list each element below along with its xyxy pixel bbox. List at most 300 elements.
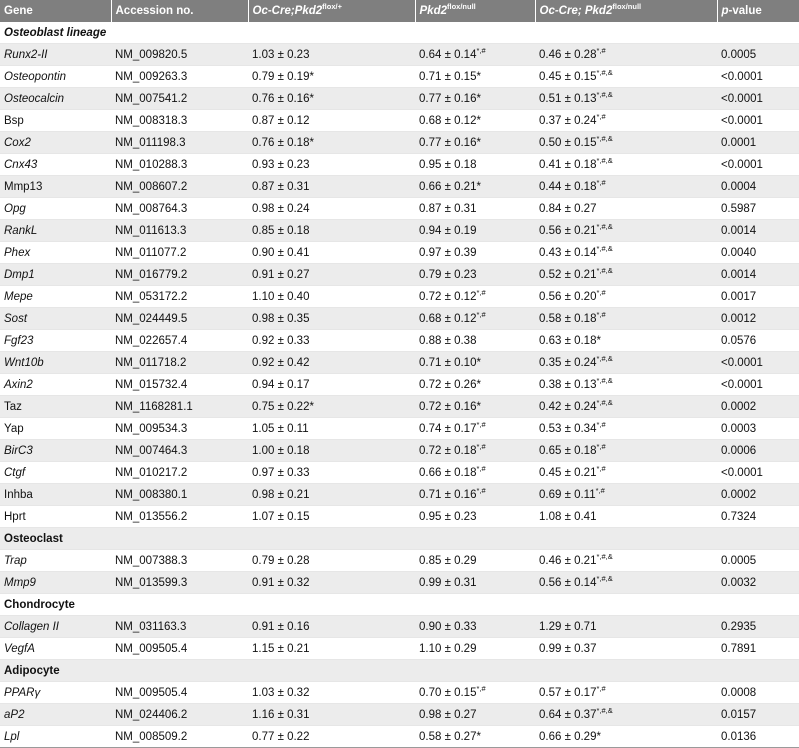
- gene-name: Hprt: [4, 510, 26, 523]
- pkd2-null-value: [415, 198, 535, 220]
- pkd2-null-value-text: 0.71 ± 0.10*: [419, 356, 481, 369]
- empty-cell: [111, 528, 248, 550]
- pkd2-null-value-text: 0.99 ± 0.31: [419, 576, 477, 589]
- gene-cell: [0, 88, 111, 110]
- gene-name: PPARγ: [4, 686, 41, 699]
- oc-cre-null-value-text: 0.44 ± 0.18: [539, 180, 597, 193]
- oc-cre-null-value: [535, 616, 717, 638]
- accession-cell: NM_011718.2: [111, 352, 248, 374]
- pkd2-null-value-text: 0.97 ± 0.39: [419, 246, 477, 259]
- accession-cell: NM_009263.3: [111, 66, 248, 88]
- oc-cre-null-value-text: 0.41 ± 0.18: [539, 158, 597, 171]
- significance-marks: *,#,&: [596, 243, 613, 253]
- significance-marks: *,#,&: [596, 353, 613, 363]
- table-row: [0, 462, 799, 484]
- oc-cre-het-value: 1.03 ± 0.32: [248, 682, 415, 704]
- oc-cre-het-value: 0.75 ± 0.22*: [248, 396, 415, 418]
- oc-cre-het-value: 1.16 ± 0.31: [248, 704, 415, 726]
- section-label: Chondrocyte: [0, 594, 111, 616]
- empty-cell: [535, 660, 717, 682]
- significance-marks: *,#: [596, 463, 606, 473]
- gene-name: Runx2-II: [4, 48, 48, 61]
- oc-cre-null-value-text: 0.50 ± 0.15: [539, 136, 597, 149]
- header-col5-sup: flox/null: [612, 2, 642, 11]
- gene-name: Ctgf: [4, 466, 26, 479]
- accession-cell: NM_011077.2: [111, 242, 248, 264]
- gene-name: Cox2: [4, 136, 31, 149]
- oc-cre-null-value-text: 0.57 ± 0.17: [539, 686, 597, 699]
- accession-cell: NM_007464.3: [111, 440, 248, 462]
- gene-name: VegfA: [4, 642, 35, 655]
- pkd2-null-value: [415, 154, 535, 176]
- oc-cre-null-value: [535, 550, 717, 572]
- section-row: [0, 22, 799, 44]
- oc-cre-null-value-text: 0.69 ± 0.11: [539, 488, 596, 501]
- header-gene: Gene: [0, 0, 111, 22]
- pkd2-null-value-text: 0.66 ± 0.18: [419, 466, 477, 479]
- oc-cre-null-value-text: 0.53 ± 0.34: [539, 422, 597, 435]
- pkd2-null-value-text: 0.70 ± 0.15: [419, 686, 477, 699]
- oc-cre-het-value: 1.00 ± 0.18: [248, 440, 415, 462]
- section-row: [0, 660, 799, 682]
- gene-name: Taz: [4, 400, 22, 413]
- pkd2-null-value: [415, 374, 535, 396]
- gene-name: Bsp: [4, 114, 24, 127]
- pkd2-null-value: [415, 330, 535, 352]
- header-accession: Accession no.: [111, 0, 248, 22]
- oc-cre-het-value: 0.93 ± 0.23: [248, 154, 415, 176]
- gene-cell: [0, 198, 111, 220]
- pkd2-null-value-text: 0.85 ± 0.29: [419, 554, 477, 567]
- pkd2-null-value: [415, 572, 535, 594]
- empty-cell: [535, 528, 717, 550]
- pkd2-null-value-text: 0.72 ± 0.12: [419, 290, 477, 303]
- gene-name: Inhba: [4, 488, 33, 501]
- oc-cre-null-value: [535, 308, 717, 330]
- pkd2-null-value-text: 0.74 ± 0.17: [419, 422, 477, 435]
- p-value-cell: 0.0006: [717, 440, 799, 462]
- oc-cre-null-value-text: 0.51 ± 0.13: [539, 92, 597, 105]
- accession-cell: NM_009505.4: [111, 638, 248, 660]
- oc-cre-null-value-text: 0.46 ± 0.21: [539, 554, 597, 567]
- gene-name: Axin2: [4, 378, 33, 391]
- pkd2-null-value: [415, 242, 535, 264]
- gene-cell: [0, 110, 111, 132]
- section-label: Osteoclast: [0, 528, 111, 550]
- gene-cell: [0, 176, 111, 198]
- significance-marks: *,#: [596, 111, 606, 121]
- oc-cre-het-value: 0.90 ± 0.41: [248, 242, 415, 264]
- significance-marks: *,#: [596, 441, 606, 451]
- empty-cell: [535, 594, 717, 616]
- oc-cre-het-value: 0.79 ± 0.19*: [248, 66, 415, 88]
- table-row: [0, 286, 799, 308]
- table-row: [0, 638, 799, 660]
- gene-name: Yap: [4, 422, 24, 435]
- header-pkd2-flox-null: [415, 0, 535, 22]
- pkd2-null-value-text: 0.79 ± 0.23: [419, 268, 477, 281]
- pkd2-null-value: [415, 418, 535, 440]
- significance-marks: *,#: [476, 485, 486, 495]
- accession-cell: NM_016779.2: [111, 264, 248, 286]
- pkd2-null-value: [415, 550, 535, 572]
- oc-cre-null-value: [535, 330, 717, 352]
- section-label: Adipocyte: [0, 660, 111, 682]
- oc-cre-null-value-text: 1.29 ± 0.71: [539, 620, 597, 633]
- pkd2-null-value: [415, 484, 535, 506]
- table-row: [0, 132, 799, 154]
- p-value-cell: 0.0136: [717, 726, 799, 748]
- pkd2-null-value: [415, 286, 535, 308]
- oc-cre-het-value: 0.91 ± 0.16: [248, 616, 415, 638]
- oc-cre-het-value: 0.92 ± 0.42: [248, 352, 415, 374]
- pkd2-null-value: [415, 220, 535, 242]
- gene-name: aP2: [4, 708, 25, 721]
- pkd2-null-value-text: 0.72 ± 0.16*: [419, 400, 481, 413]
- accession-cell: NM_008509.2: [111, 726, 248, 748]
- pkd2-null-value: [415, 264, 535, 286]
- p-value-cell: 0.0005: [717, 44, 799, 66]
- oc-cre-het-value: 1.15 ± 0.21: [248, 638, 415, 660]
- oc-cre-null-value-text: 0.99 ± 0.37: [539, 642, 597, 655]
- p-value-cell: <0.0001: [717, 462, 799, 484]
- table-row: [0, 220, 799, 242]
- oc-cre-null-value-text: 0.56 ± 0.20: [539, 290, 597, 303]
- empty-cell: [111, 22, 248, 44]
- table-row: [0, 66, 799, 88]
- accession-cell: NM_009505.4: [111, 682, 248, 704]
- header-pvalue-italic: p: [721, 5, 729, 17]
- section-row: [0, 528, 799, 550]
- gene-cell: [0, 44, 111, 66]
- accession-cell: NM_009820.5: [111, 44, 248, 66]
- p-value-cell: 0.0005: [717, 550, 799, 572]
- oc-cre-null-value-text: 0.84 ± 0.27: [539, 202, 597, 215]
- gene-name: BirC3: [4, 444, 33, 457]
- header-oc-cre-pkd2-flox-null: [535, 0, 717, 22]
- table-row: [0, 198, 799, 220]
- gene-cell: [0, 506, 111, 528]
- oc-cre-het-value: 0.91 ± 0.32: [248, 572, 415, 594]
- p-value-cell: 0.2935: [717, 616, 799, 638]
- oc-cre-null-value: [535, 264, 717, 286]
- oc-cre-null-value-text: 0.56 ± 0.21: [539, 224, 597, 237]
- significance-marks: *,#,&: [596, 397, 613, 407]
- accession-cell: NM_011198.3: [111, 132, 248, 154]
- empty-cell: [717, 660, 799, 682]
- oc-cre-null-value-text: 0.63 ± 0.18*: [539, 334, 601, 347]
- accession-cell: NM_007388.3: [111, 550, 248, 572]
- oc-cre-het-value: 0.87 ± 0.31: [248, 176, 415, 198]
- pkd2-null-value-text: 1.10 ± 0.29: [419, 642, 477, 655]
- oc-cre-null-value: [535, 704, 717, 726]
- p-value-cell: 0.7891: [717, 638, 799, 660]
- oc-cre-het-value: 0.91 ± 0.27: [248, 264, 415, 286]
- oc-cre-het-value: 1.05 ± 0.11: [248, 418, 415, 440]
- oc-cre-het-value: 0.76 ± 0.16*: [248, 88, 415, 110]
- accession-cell: NM_013599.3: [111, 572, 248, 594]
- oc-cre-null-value: [535, 726, 717, 748]
- significance-marks: *,#: [476, 441, 486, 451]
- table-row: [0, 726, 799, 748]
- header-pvalue-rest: -value: [728, 5, 762, 17]
- pkd2-null-value: [415, 110, 535, 132]
- gene-cell: [0, 220, 111, 242]
- oc-cre-het-value: 0.94 ± 0.17: [248, 374, 415, 396]
- gene-name: Wnt10b: [4, 356, 44, 369]
- oc-cre-het-value: 0.97 ± 0.33: [248, 462, 415, 484]
- empty-cell: [111, 594, 248, 616]
- oc-cre-null-value: [535, 682, 717, 704]
- oc-cre-null-value: [535, 506, 717, 528]
- pkd2-null-value: [415, 462, 535, 484]
- pkd2-null-value-text: 0.98 ± 0.27: [419, 708, 477, 721]
- significance-marks: *,#,&: [596, 265, 613, 275]
- gene-cell: [0, 572, 111, 594]
- significance-marks: *,#: [476, 287, 486, 297]
- gene-cell: [0, 550, 111, 572]
- significance-marks: *,#: [476, 683, 486, 693]
- oc-cre-null-value: [535, 242, 717, 264]
- significance-marks: *,#: [596, 177, 606, 187]
- gene-cell: [0, 484, 111, 506]
- oc-cre-null-value-text: 0.45 ± 0.21: [539, 466, 597, 479]
- accession-cell: NM_022657.4: [111, 330, 248, 352]
- gene-name: Mmp13: [4, 180, 43, 193]
- oc-cre-null-value: [535, 396, 717, 418]
- table-row: [0, 176, 799, 198]
- empty-cell: [415, 528, 535, 550]
- pkd2-null-value-text: 0.68 ± 0.12*: [419, 114, 481, 127]
- gene-cell: [0, 308, 111, 330]
- pkd2-null-value: [415, 638, 535, 660]
- table-row: [0, 44, 799, 66]
- empty-cell: [248, 528, 415, 550]
- accession-cell: NM_008764.3: [111, 198, 248, 220]
- pkd2-null-value: [415, 88, 535, 110]
- header-col4-sup: flox/null: [447, 2, 476, 11]
- accession-cell: NM_031163.3: [111, 616, 248, 638]
- pkd2-null-value: [415, 704, 535, 726]
- header-row: [0, 0, 799, 22]
- p-value-cell: 0.0004: [717, 176, 799, 198]
- accession-cell: NM_008380.1: [111, 484, 248, 506]
- gene-name: Collagen II: [4, 620, 59, 633]
- accession-cell: NM_015732.4: [111, 374, 248, 396]
- gene-cell: [0, 154, 111, 176]
- pkd2-null-value: [415, 132, 535, 154]
- oc-cre-null-value: [535, 572, 717, 594]
- pkd2-null-value-text: 0.87 ± 0.31: [419, 202, 477, 215]
- pkd2-null-value-text: 0.71 ± 0.16: [419, 488, 477, 501]
- oc-cre-het-value: 0.85 ± 0.18: [248, 220, 415, 242]
- oc-cre-null-value: [535, 220, 717, 242]
- oc-cre-null-value-text: 0.58 ± 0.18: [539, 312, 597, 325]
- oc-cre-het-value: 0.77 ± 0.22: [248, 726, 415, 748]
- oc-cre-het-value: 0.76 ± 0.18*: [248, 132, 415, 154]
- gene-name: Mmp9: [4, 576, 36, 589]
- pkd2-null-value-text: 0.94 ± 0.19: [419, 224, 477, 237]
- pkd2-null-value-text: 0.90 ± 0.33: [419, 620, 477, 633]
- oc-cre-null-value: [535, 198, 717, 220]
- significance-marks: *,#: [476, 463, 486, 473]
- pkd2-null-value-text: 0.72 ± 0.26*: [419, 378, 481, 391]
- gene-cell: [0, 682, 111, 704]
- header-col5-main: Oc-Cre; Pkd2: [539, 5, 613, 17]
- oc-cre-het-value: 0.98 ± 0.35: [248, 308, 415, 330]
- oc-cre-null-value-text: 0.52 ± 0.21: [539, 268, 597, 281]
- pkd2-null-value-text: 0.66 ± 0.21*: [419, 180, 481, 193]
- table-row: [0, 550, 799, 572]
- accession-cell: NM_008318.3: [111, 110, 248, 132]
- gene-cell: [0, 616, 111, 638]
- accession-cell: NM_009534.3: [111, 418, 248, 440]
- p-value-cell: <0.0001: [717, 374, 799, 396]
- table-row: [0, 506, 799, 528]
- oc-cre-null-value-text: 0.56 ± 0.14: [539, 576, 597, 589]
- oc-cre-null-value: [535, 462, 717, 484]
- pkd2-null-value-text: 0.58 ± 0.27*: [419, 730, 481, 743]
- table-row: [0, 704, 799, 726]
- p-value-cell: <0.0001: [717, 88, 799, 110]
- pkd2-null-value: [415, 44, 535, 66]
- significance-marks: *,#,&: [596, 551, 613, 561]
- empty-cell: [415, 594, 535, 616]
- pkd2-null-value-text: 0.72 ± 0.18: [419, 444, 477, 457]
- oc-cre-null-value-text: 0.38 ± 0.13: [539, 378, 597, 391]
- oc-cre-null-value: [535, 154, 717, 176]
- p-value-cell: 0.0017: [717, 286, 799, 308]
- oc-cre-null-value: [535, 418, 717, 440]
- accession-cell: NM_008607.2: [111, 176, 248, 198]
- p-value-cell: 0.0001: [717, 132, 799, 154]
- significance-marks: *,#,&: [596, 221, 613, 231]
- pkd2-null-value-text: 0.88 ± 0.38: [419, 334, 477, 347]
- oc-cre-null-value: [535, 352, 717, 374]
- table-row: [0, 110, 799, 132]
- empty-cell: [717, 594, 799, 616]
- table-row: [0, 396, 799, 418]
- table-row: [0, 330, 799, 352]
- pkd2-null-value: [415, 176, 535, 198]
- p-value-cell: 0.0157: [717, 704, 799, 726]
- oc-cre-null-value: [535, 176, 717, 198]
- empty-cell: [415, 660, 535, 682]
- pkd2-null-value-text: 0.77 ± 0.16*: [419, 136, 481, 149]
- empty-cell: [248, 594, 415, 616]
- empty-cell: [717, 22, 799, 44]
- significance-marks: *,#,&: [596, 155, 613, 165]
- p-value-cell: 0.0002: [717, 396, 799, 418]
- significance-marks: *,#,&: [596, 89, 613, 99]
- significance-marks: *,#: [596, 683, 606, 693]
- pkd2-null-value-text: 0.77 ± 0.16*: [419, 92, 481, 105]
- oc-cre-null-value: [535, 44, 717, 66]
- gene-cell: [0, 726, 111, 748]
- pkd2-null-value: [415, 616, 535, 638]
- gene-cell: [0, 242, 111, 264]
- table-row: [0, 88, 799, 110]
- oc-cre-null-value-text: 0.46 ± 0.28: [539, 48, 597, 61]
- table-row: [0, 572, 799, 594]
- significance-marks: *,#: [596, 287, 606, 297]
- p-value-cell: 0.7324: [717, 506, 799, 528]
- gene-name: Sost: [4, 312, 28, 325]
- table-row: [0, 242, 799, 264]
- table-row: [0, 264, 799, 286]
- pkd2-null-value: [415, 66, 535, 88]
- pkd2-null-value-text: 0.95 ± 0.23: [419, 510, 477, 523]
- gene-cell: [0, 132, 111, 154]
- gene-cell: [0, 440, 111, 462]
- pkd2-null-value: [415, 440, 535, 462]
- gene-cell: [0, 418, 111, 440]
- table-header: [0, 0, 799, 22]
- oc-cre-null-value-text: 0.45 ± 0.15: [539, 70, 597, 83]
- section-label: Osteoblast lineage: [0, 22, 111, 44]
- significance-marks: *,#,&: [596, 133, 613, 143]
- p-value-cell: 0.0032: [717, 572, 799, 594]
- p-value-cell: 0.5987: [717, 198, 799, 220]
- table-row: [0, 484, 799, 506]
- oc-cre-null-value: [535, 110, 717, 132]
- pkd2-null-value: [415, 308, 535, 330]
- pkd2-null-value: [415, 726, 535, 748]
- gene-cell: [0, 462, 111, 484]
- oc-cre-null-value-text: 0.43 ± 0.14: [539, 246, 597, 259]
- gene-name: Lpl: [4, 730, 20, 743]
- oc-cre-null-value-text: 0.64 ± 0.37: [539, 708, 597, 721]
- header-col3-sup: flox/+: [322, 2, 342, 11]
- oc-cre-het-value: 0.87 ± 0.12: [248, 110, 415, 132]
- gene-name: Osteocalcin: [4, 92, 65, 105]
- oc-cre-het-value: 0.79 ± 0.28: [248, 550, 415, 572]
- accession-cell: NM_011613.3: [111, 220, 248, 242]
- significance-marks: *,#,&: [596, 67, 613, 77]
- pkd2-null-value-text: 0.71 ± 0.15*: [419, 70, 481, 83]
- pkd2-null-value: [415, 352, 535, 374]
- header-col3-main: Oc-Cre;Pkd2: [252, 5, 323, 17]
- oc-cre-null-value: [535, 440, 717, 462]
- table-row: [0, 154, 799, 176]
- accession-cell: NM_024449.5: [111, 308, 248, 330]
- gene-name: Fgf23: [4, 334, 34, 347]
- empty-cell: [415, 22, 535, 44]
- oc-cre-het-value: 1.07 ± 0.15: [248, 506, 415, 528]
- header-col4-main: Pkd2: [419, 5, 447, 17]
- p-value-cell: 0.0008: [717, 682, 799, 704]
- oc-cre-het-value: 0.92 ± 0.33: [248, 330, 415, 352]
- oc-cre-null-value: [535, 88, 717, 110]
- gene-name: Mepe: [4, 290, 33, 303]
- table-row: [0, 682, 799, 704]
- gene-cell: [0, 374, 111, 396]
- oc-cre-het-value: 0.98 ± 0.24: [248, 198, 415, 220]
- gene-name: RankL: [4, 224, 38, 237]
- accession-cell: NM_010217.2: [111, 462, 248, 484]
- significance-marks: *,#: [476, 309, 486, 319]
- table-row: [0, 616, 799, 638]
- table-body: [0, 22, 799, 748]
- oc-cre-null-value-text: 0.37 ± 0.24: [539, 114, 597, 127]
- accession-cell: NM_024406.2: [111, 704, 248, 726]
- oc-cre-null-value: [535, 132, 717, 154]
- pkd2-null-value: [415, 396, 535, 418]
- accession-cell: NM_007541.2: [111, 88, 248, 110]
- oc-cre-het-value: 1.03 ± 0.23: [248, 44, 415, 66]
- oc-cre-null-value-text: 0.65 ± 0.18: [539, 444, 597, 457]
- empty-cell: [248, 22, 415, 44]
